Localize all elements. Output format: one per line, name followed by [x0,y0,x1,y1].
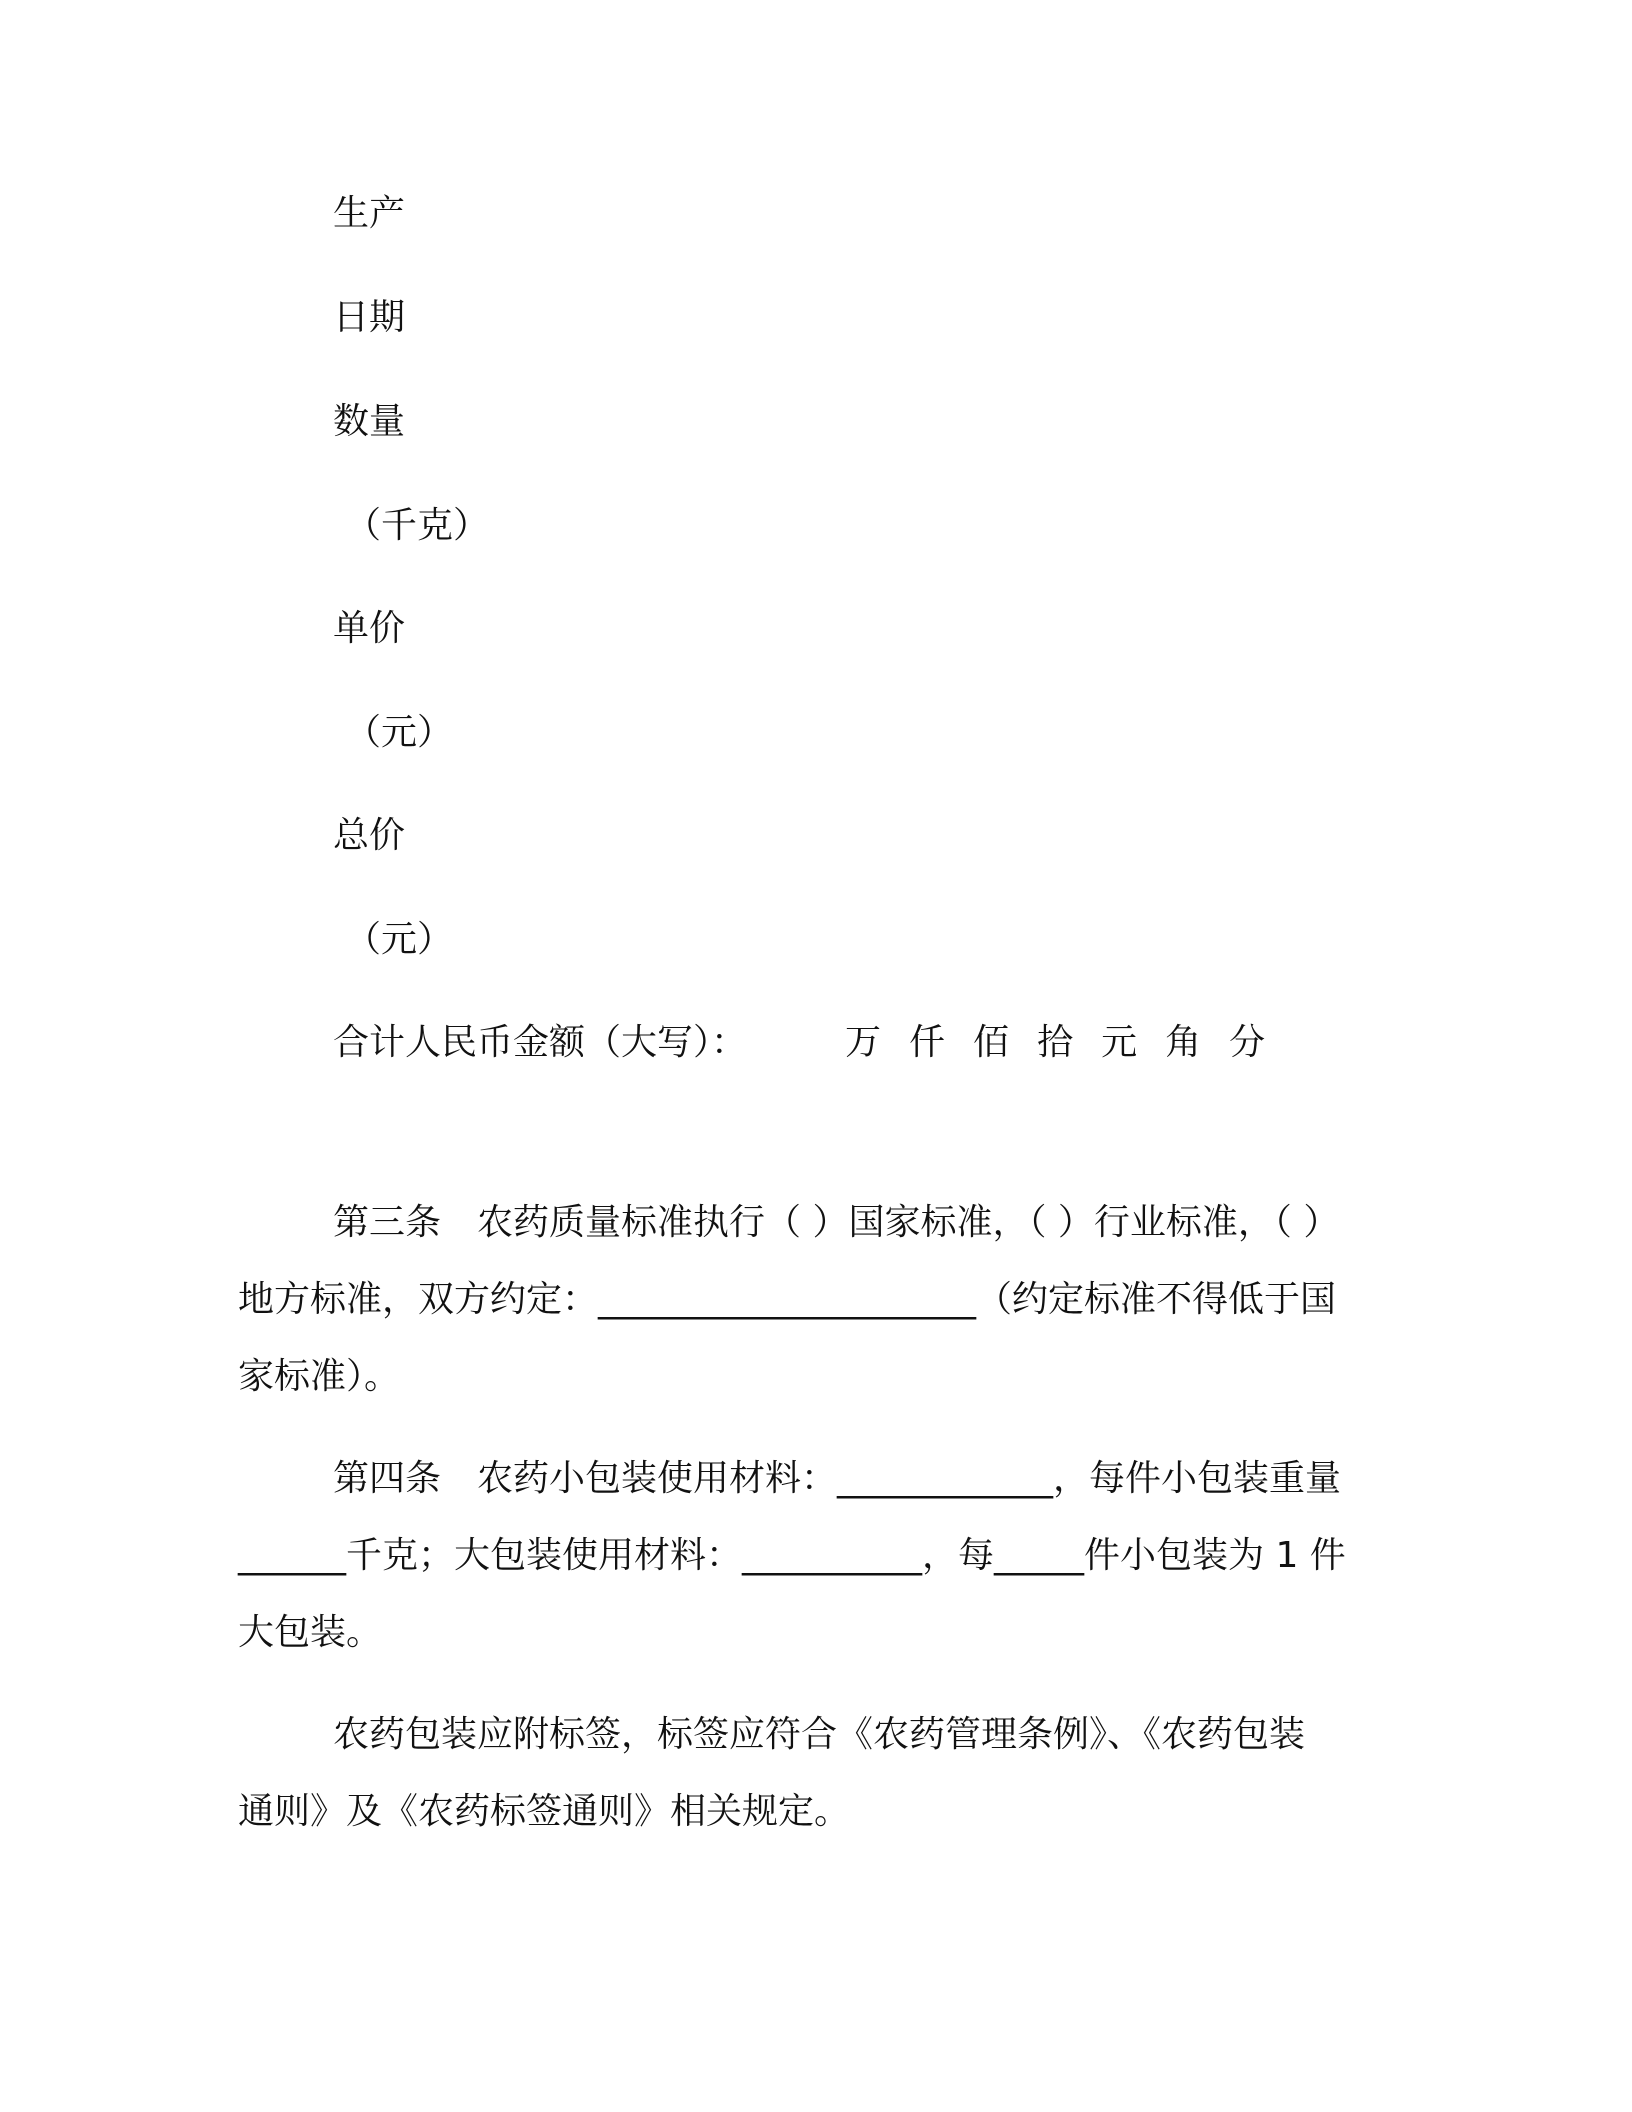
article3-line3: 家标准）。 [238,1356,401,1397]
label-production: 生产 [333,193,406,234]
total-amount-label: 合计人民币金额（大写）： [333,1022,748,1063]
label-date: 日期 [333,297,406,338]
article3-line2: 地方标准，双方约定：_____________________（约定标准不得低于国 [238,1279,1337,1320]
unit-bai: 佰 [973,1022,1010,1063]
article4-line2: ______千克；大包装使用材料：__________，每_____件小包装为 1 件 [238,1535,1346,1576]
label-total-price: 总价 [333,815,406,856]
unit-shi: 拾 [1037,1022,1074,1063]
labeling-line1: 农药包装应附标签，标签应符合《农药管理条例》、《农药包装 [333,1714,1306,1755]
unit-qian: 仟 [909,1022,946,1063]
label-unit-price: 单价 [333,608,406,649]
label-kg: （千克） [345,505,490,546]
article4-line3: 大包装。 [238,1612,383,1653]
total-amount-line [333,1019,1293,1067]
article4-line1: 第四条 农药小包装使用材料：____________，每件小包装重量 [333,1458,1342,1499]
unit-fen: 分 [1229,1022,1266,1063]
unit-jiao: 角 [1165,1022,1202,1063]
unit-wan: 万 [845,1022,882,1063]
label-quantity: 数量 [333,401,406,442]
unit-yuan: 元 [1101,1022,1138,1063]
label-yuan-unit: （元） [345,712,454,753]
article3-line1: 第三条 农药质量标准执行（ ）国家标准，（ ）行业标准，（ ） [333,1202,1340,1243]
label-yuan-total: （元） [345,919,454,960]
labeling-line2: 通则》及《农药标签通则》相关规定。 [238,1791,851,1832]
